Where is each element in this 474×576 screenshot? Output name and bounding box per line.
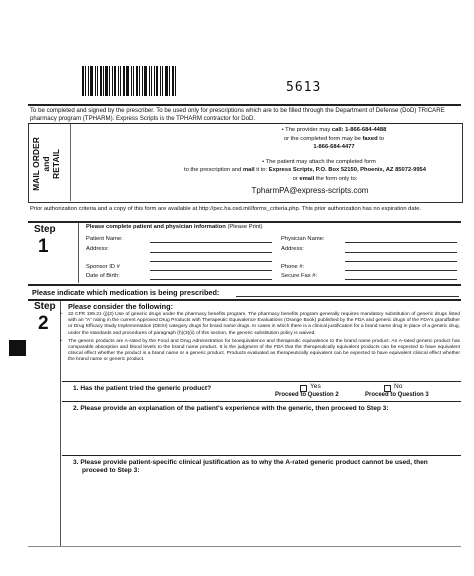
barcode-bar (103, 66, 104, 96)
dob-field[interactable] (150, 279, 272, 280)
q3-text-line2: proceed to Step 3: (82, 467, 140, 474)
mail-address: Express Scripts, P.O. Box 52150, Phoenix, AZ 85072-9954 (268, 167, 427, 173)
barcode-bar (118, 66, 119, 96)
q3-answer-area[interactable] (73, 478, 458, 544)
barcode-bar (175, 66, 176, 96)
step1-number: 1 (38, 236, 49, 257)
barcode-bar (160, 66, 161, 96)
barcode-bar (109, 66, 110, 96)
barcode-bar (136, 66, 138, 96)
physician-address-field-1[interactable] (345, 252, 457, 253)
mail-order-instructions (150, 126, 460, 196)
barcode-bar (144, 66, 147, 96)
bullet-1: • 32 CFR 199.21 (j)(2) Use of generic drugs under the pharmacy benefits program. The pharmacy benefits program generally requires mandatory substitution of generic drugs listed with an "A" rating in the current Approved Drug Products with Therapeutic Equivalence Evaluations (Orange Book) published by the FDA and generic drugs of the FDA's grandfather or Drug Efficacy Study Implementation (DESI) category drugs for brand name drugs. In cases in which there is a clinical justification for a brand name drug in place of a generic drug, under the standards and procedures of paragraph (h)(3)(ii) of this section, the generic substitution policy is waived. (60, 312, 460, 336)
provider-call-word: call (331, 127, 342, 133)
physician-address-label: Address: (281, 246, 304, 252)
q1-yes-label: Yes (310, 383, 321, 390)
barcode-bar (165, 66, 168, 96)
bottom-rule (28, 546, 461, 547)
fax-number: 1-866-684-4477 (313, 144, 355, 150)
or-fax-to: to (377, 135, 385, 142)
email-address[interactable]: TpharmPA@express-scripts.com (251, 186, 369, 195)
step2-top-rule (28, 299, 461, 301)
q3-text-line1: 3. Please provide patient-specific clinical justification as to why the A-rated generic product cannot be used, then (73, 459, 428, 466)
barcode-bar (120, 66, 121, 96)
step1-label: Step (34, 224, 56, 235)
barcode-bar (95, 66, 96, 96)
or-fax-word: faxed (362, 135, 378, 142)
step2-number: 2 (38, 313, 49, 334)
mail-box-top-rule (28, 123, 461, 124)
medication-field[interactable] (236, 296, 459, 297)
barcode-bar (156, 66, 158, 96)
step1-heading (86, 224, 263, 232)
bullet-1-text: 32 CFR 199.21 (j)(2) Use of generic drugs under the pharmacy benefits program. The pharmacy benefits program generally requires mandatory substitution of generic drugs listed with an "A" rating in the current Approved Drug Products with Therapeutic Equivalence Evaluations (Orange Book) published by the FDA and generic drugs of the FDA's grandfather or Drug Efficacy Study Implementation (DESI) category drugs for brand name drugs. In cases in which there is a clinical justification for a brand name drug in place of a generic drug, under the standards and procedures of paragraph (h)(3)(ii) of this section, the generic substitution policy is waived. (68, 312, 460, 336)
barcode-bar (123, 66, 125, 96)
q2-answer-area[interactable] (73, 414, 458, 454)
mail-order-label-line3: RETAIL (51, 148, 61, 180)
q1-no-hint: Proceed to Question 3 (365, 392, 429, 398)
barcode-bar (139, 66, 140, 96)
black-marker (9, 340, 26, 356)
barcode-bar (162, 66, 163, 96)
barcode (82, 66, 178, 96)
email-suffix: the form only to: (314, 175, 358, 182)
barcode-bar (82, 66, 84, 96)
mail-it-to: it to: (254, 167, 269, 173)
step2-bullets (60, 312, 460, 366)
physician-address-field-2[interactable] (345, 261, 457, 262)
patient-address-field-1[interactable] (150, 252, 272, 253)
physician-name-label: Physician Name: (281, 236, 325, 242)
patient-address-field-2[interactable] (150, 261, 272, 262)
barcode-bar (154, 66, 155, 96)
step1-top-rule (28, 221, 461, 223)
bullet-2-text: The generic products are A-rated by the Food and Drug Administration for bioequivalence and therapeutic equivalence to the brand name product. An A-rated generic product has comparable absorption and blood levels to the brand name product. It is the judgment of the FDA that the therapeutically equivalent products can be expected to have equivalent clinical effect whether the product is a brand name or a generic product. Products evaluated as therapeutically equivalent can be expected to have equivalent clinical effect whether the brand name or generic product. (68, 338, 460, 363)
or-email-prefix: or (292, 175, 300, 182)
authorization-note: Prior authorization criteria and a copy of this form are available at http://pec.ha.osd.mil/forms_criteria.php. This prior authorization has no expiration date. (30, 206, 422, 212)
step2-divider (60, 301, 61, 546)
physician-name-field[interactable] (345, 242, 457, 243)
sponsor-id-label: Sponsor ID # (86, 264, 120, 270)
or-fax-prefix: or the completed form may be (283, 135, 363, 142)
phone-label: Phone #: (281, 264, 305, 270)
mail-word: mail (242, 167, 255, 173)
q3-top-rule (62, 455, 461, 456)
patient-name-field[interactable] (150, 242, 272, 243)
provider-call-prefix: • The provider may (281, 127, 332, 133)
mail-box-divider (70, 124, 71, 201)
q1-text: 1. Has the patient tried the generic product? (73, 385, 212, 392)
mail-order-label-line2: and (41, 156, 51, 172)
barcode-bar (97, 66, 98, 96)
q2-text: 2. Please provide an explanation of the patient's experience with the generic, then proceed to Step 3: (73, 405, 389, 412)
sponsor-id-field[interactable] (150, 270, 272, 271)
q1-top-rule (62, 381, 461, 382)
to-prescription-text: to the prescription and (183, 167, 243, 173)
patient-attach-text: • The patient may attach the completed form (262, 158, 376, 165)
step2-label: Step (34, 301, 56, 312)
phone-field[interactable] (345, 270, 457, 271)
barcode-bar (172, 66, 174, 96)
step1-bottom-rule (28, 284, 461, 286)
mail-order-label-line1: MAIL ORDER (31, 137, 41, 191)
q1-no-label: No (394, 383, 403, 390)
q1-yes-hint: Proceed to Question 2 (275, 392, 339, 398)
barcode-bar (133, 66, 134, 96)
barcode-bar (105, 66, 108, 96)
mail-order-label (26, 130, 66, 198)
patient-address-label: Address: (86, 246, 109, 252)
email-word: email (299, 175, 315, 182)
q1-no-checkbox[interactable] (384, 385, 391, 392)
barcode-bar (85, 66, 86, 96)
barcode-bar (100, 66, 102, 96)
bullet-2: • The generic products are A-rated by the Food and Drug Administration for bioequivalence and therapeutic equivalence to the brand name product. An A-rated generic product has comparable absorption and blood levels to the brand name product. It is the judgment of the FDA that the therapeutically equivalent products can be expected to have equivalent clinical effect whether the product is a brand name or a generic product. Products evaluated as therapeutically equivalent can be expected to have equivalent clinical effect whether the brand name or generic product. (60, 338, 460, 363)
step2-heading: Please consider the following: (68, 302, 174, 311)
barcode-bar (90, 66, 93, 96)
provider-phone-number: : 1-866-684-4488 (341, 127, 387, 133)
step1-divider (78, 223, 79, 283)
top-rule (28, 104, 461, 106)
barcode-bar (169, 66, 170, 96)
barcode-bar (151, 66, 152, 96)
barcode-bar (114, 66, 116, 96)
form-number: 5613 (286, 80, 322, 95)
barcode-bar (142, 66, 143, 96)
step1-heading-hint: (Please Print) (227, 224, 263, 230)
barcode-bar (149, 66, 151, 96)
intro-text: To be completed and signed by the prescriber. To be used only for prescriptions which are to be filled through the Department of Defense (DoD) TRICARE pharmacy program (TPHARM). Express Scripts is the TPHARM contractor for DoD. (30, 107, 445, 122)
dob-label: Date of Birth: (86, 273, 120, 279)
patient-name-label: Patient Name: (86, 236, 123, 242)
barcode-bar (131, 66, 132, 96)
q2-top-rule (62, 401, 461, 402)
step1-heading-text: Please complete patient and physician information (86, 224, 226, 230)
barcode-bar (88, 66, 89, 96)
medication-prompt: Please indicate which medication is being prescribed: (32, 288, 220, 297)
barcode-bar (112, 66, 113, 96)
barcode-bar (126, 66, 129, 96)
secure-fax-field[interactable] (345, 279, 457, 280)
secure-fax-label: Secure Fax #: (281, 273, 318, 279)
q1-yes-checkbox[interactable] (300, 385, 307, 392)
